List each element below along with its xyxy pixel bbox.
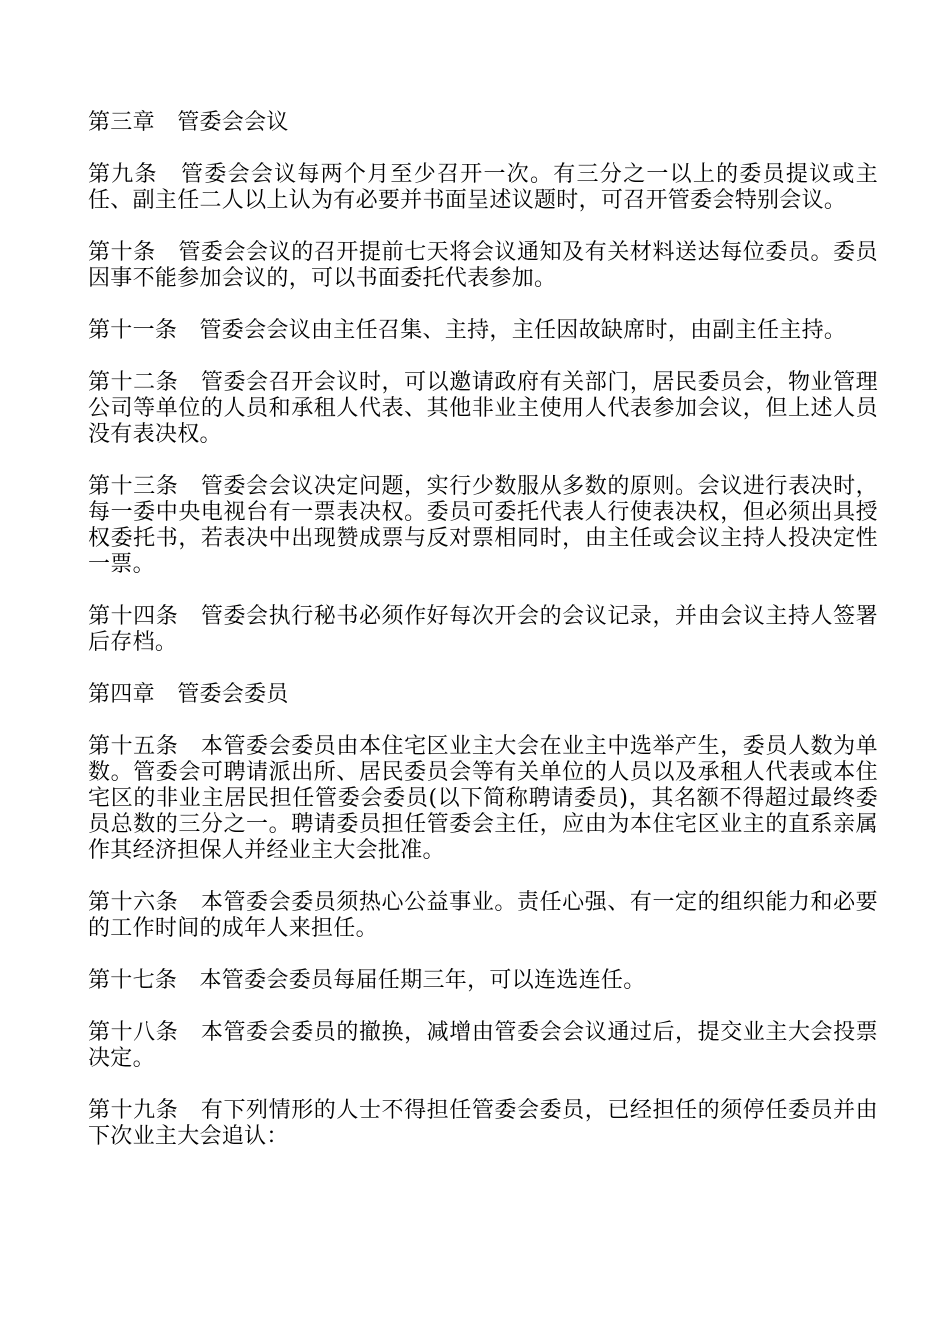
article-16: 第十六条 本管委会委员须热心公益事业。责任心强、有一定的组织能力和必要的工作时间的成年人来担任。: [88, 890, 878, 941]
article-15: 第十五条 本管委会委员由本住宅区业主大会在业主中选举产生，委员人数为单数。管委会可聘请派出所、居民委员会等有关单位的人员以及承租人代表或本住宅区的非业主居民担任管委会委员(以下简称聘请委员)，其名额不得超过最终委员总数的三分之一。聘请委员担任管委会主任，应由为本住宅区业主的直系亲属作其经济担保人并经业主大会批准。: [88, 734, 878, 863]
article-10: 第十条 管委会会议的召开提前七天将会议通知及有关材料送达每位委员。委员因事不能参加会议的，可以书面委托代表参加。: [88, 240, 878, 291]
document-page: [88, 110, 878, 1150]
article-17: 第十七条 本管委会委员每届任期三年，可以连选连任。: [88, 968, 646, 993]
article-12: 第十二条 管委会召开会议时，可以邀请政府有关部门，居民委员会，物业管理公司等单位的人员和承租人代表、其他非业主使用人代表参加会议，但上述人员没有表决权。: [88, 370, 878, 447]
chapter-4-heading: 第四章 管委会委员: [88, 682, 289, 707]
chapter-3-heading: 第三章 管委会会议: [88, 110, 289, 135]
article-11: 第十一条 管委会会议由主任召集、主持，主任因故缺席时，由副主任主持。: [88, 318, 847, 343]
article-9: 第九条 管委会会议每两个月至少召开一次。有三分之一以上的委员提议或主任、副主任二人以上认为有必要并书面呈述议题时，可召开管委会特别会议。: [88, 162, 878, 213]
article-18: 第十八条 本管委会委员的撤换，减增由管委会会议通过后，提交业主大会投票决定。: [88, 1020, 878, 1071]
article-13: 第十三条 管委会会议决定问题，实行少数服从多数的原则。会议进行表决时，每一委中央电视台有一票表决权。委员可委托代表人行使表决权，但必须出具授权委托书，若表决中出现赞成票与反对票相同时，由主任或会议主持人投决定性一票。: [88, 474, 878, 577]
article-14: 第十四条 管委会执行秘书必须作好每次开会的会议记录，并由会议主持人签署后存档。: [88, 604, 878, 655]
article-19: 第十九条 有下列情形的人士不得担任管委会委员，已经担任的须停任委员并由下次业主大会追认：: [88, 1098, 878, 1149]
